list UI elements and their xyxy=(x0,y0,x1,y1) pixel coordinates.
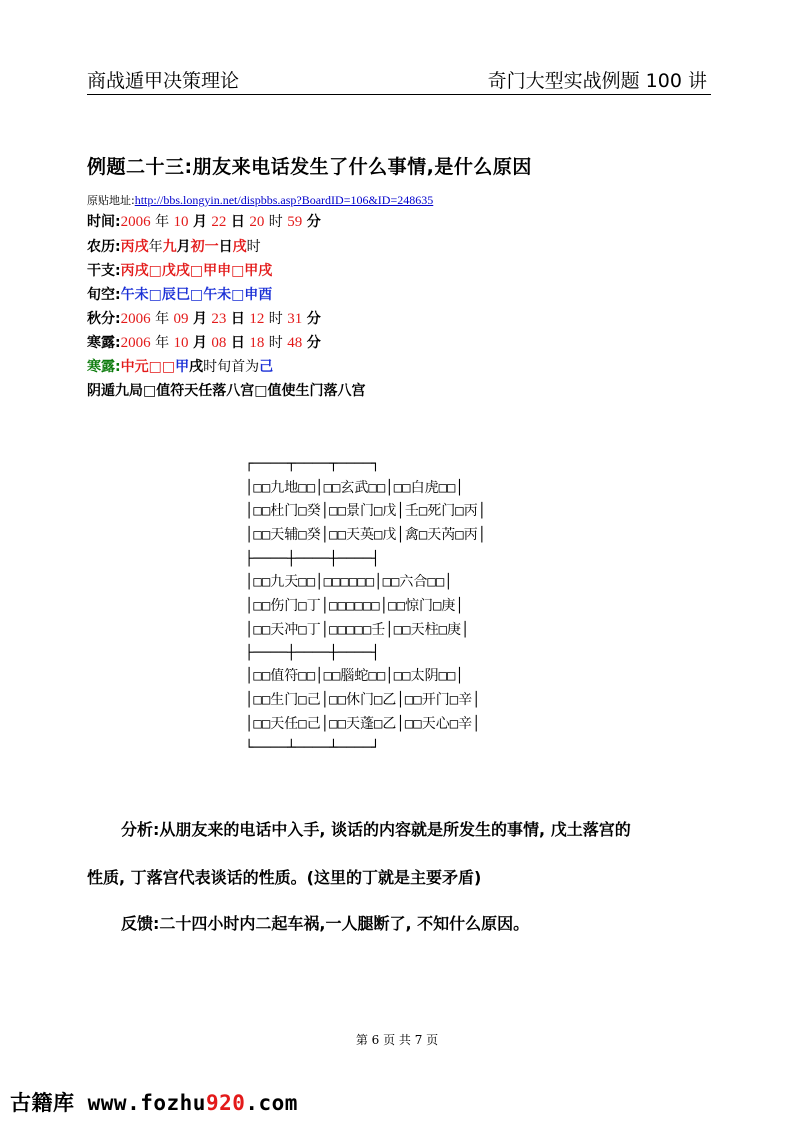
xunshou-xu: 戌 xyxy=(189,359,204,375)
page-number: 第 6 页 共 7 页 xyxy=(355,1033,439,1047)
grid-line: ├────┼────┼────┤ xyxy=(245,551,380,567)
time-year: 2006 xyxy=(120,214,151,230)
xunshou-ji: 己 xyxy=(259,359,274,375)
time-label: 时间: xyxy=(87,214,121,230)
grid-line: │□□九地□□│□□玄武□□│□□白虎□□│ xyxy=(245,480,464,496)
lunar-month: 九 xyxy=(162,239,177,255)
qiufen-unit-minute: 分 xyxy=(306,311,321,327)
hanlu-hour: 18 xyxy=(249,335,265,351)
qiufen-line xyxy=(87,310,321,328)
hanlu-unit-minute: 分 xyxy=(306,335,321,351)
qiufen-minute: 31 xyxy=(287,311,303,327)
ju-line: 阴遁九局□值符天任落八宫□值使生门落八宫 xyxy=(87,383,366,399)
grid-line: │□□天辅□癸│□□天英□戊│禽□天芮□丙│ xyxy=(245,527,487,543)
hanlu-minute: 48 xyxy=(287,335,303,351)
qiufen-unit-month: 月 xyxy=(192,311,207,327)
qiufen-month: 09 xyxy=(173,311,189,327)
page-title: 例题二十三:朋友来电话发生了什么事情,是什么原因 xyxy=(87,156,532,178)
xunshou-jia: 甲 xyxy=(175,359,190,375)
watermark-prefix: 古籍库 www.fozhu xyxy=(10,1091,206,1115)
time-line xyxy=(87,213,321,231)
time-month: 10 xyxy=(173,214,189,230)
hanlu-line xyxy=(87,334,321,352)
lunar-unit-year: 年 xyxy=(148,239,163,255)
hanlu-unit-hour: 时 xyxy=(268,335,283,351)
lunar-year-gz: 丙戌 xyxy=(120,239,149,255)
hanlu-label: 寒露: xyxy=(87,335,121,351)
hanlu-month: 10 xyxy=(173,335,189,351)
unit-day: 日 xyxy=(230,214,245,230)
qiufen-hour: 12 xyxy=(249,311,265,327)
ganzhi-value: 丙戌□戊戌□甲申□甲戌 xyxy=(120,263,273,279)
unit-hour: 时 xyxy=(268,214,283,230)
header-right: 奇门大型实战例题 100 讲 xyxy=(487,70,707,92)
ganzhi-line xyxy=(87,262,272,280)
hanlu-yuan: 中元□□ xyxy=(120,359,176,375)
qiufen-unit-hour: 时 xyxy=(268,311,283,327)
feedback-line: 反馈:二十四小时内二起车祸,一人腿断了, 不知什么原因。 xyxy=(121,914,530,933)
source-line xyxy=(87,192,433,208)
grid-line: │□□伤门□丁│□□□□□□│□□惊门□庚│ xyxy=(245,598,464,614)
grid-line: │□□杜门□癸│□□景门□戊│壬□死门□丙│ xyxy=(245,503,487,519)
time-hour: 20 xyxy=(249,214,265,230)
grid-line: │□□生门□己│□□休门□乙│□□开门□辛│ xyxy=(245,692,481,708)
grid-line: │□□天任□己│□□天蓬□乙│□□天心□辛│ xyxy=(245,716,481,732)
lunar-day: 初一 xyxy=(190,239,219,255)
xunkong-line xyxy=(87,286,272,304)
page-header xyxy=(87,66,711,95)
analysis-line-1: 分析:从朋友来的电话中入手, 谈话的内容就是所发生的事情, 戊土落宫的 xyxy=(121,820,631,839)
grid-line: │□□九天□□│□□□□□□│□□六合□□│ xyxy=(245,574,453,590)
grid-line: │□□天冲□丁│□□□□□壬│□□天柱□庚│ xyxy=(245,622,470,638)
lunar-unit-month: 月 xyxy=(176,239,191,255)
time-minute: 59 xyxy=(287,214,303,230)
watermark-suffix: .com xyxy=(245,1091,298,1115)
hanlu-unit-year: 年 xyxy=(155,335,170,351)
hanlu-unit-month: 月 xyxy=(192,335,207,351)
lunar-label: 农历: xyxy=(87,239,121,255)
xunshou-text: 时旬首为 xyxy=(203,359,260,375)
source-label: 原贴地址: xyxy=(87,194,135,207)
hanlu-day: 08 xyxy=(211,335,227,351)
qiufen-day: 23 xyxy=(211,311,227,327)
grid-line: │□□值符□□│□□腦蛇□□│□□太阴□□│ xyxy=(245,668,464,684)
hanlu-year: 2006 xyxy=(120,335,151,351)
qiufen-unit-day: 日 xyxy=(230,311,245,327)
xunkong-label: 旬空: xyxy=(87,287,121,303)
time-day: 22 xyxy=(211,214,227,230)
grid-line: └────┴────┴────┘ xyxy=(245,740,380,756)
hanlu-yuan-label: 寒露: xyxy=(87,359,121,375)
grid-line: ┌────┬────┬────┐ xyxy=(245,456,380,472)
analysis-line-2: 性质, 丁落宫代表谈话的性质。(这里的丁就是主要矛盾) xyxy=(87,868,482,887)
qiufen-label: 秋分: xyxy=(87,311,121,327)
hanlu-unit-day: 日 xyxy=(230,335,245,351)
lunar-unit-hour: 时 xyxy=(246,239,261,255)
header-left: 商战遁甲决策理论 xyxy=(87,70,240,92)
hanlu-yuan-line xyxy=(87,358,273,376)
watermark-number: 920 xyxy=(205,1091,246,1115)
qiufen-year: 2006 xyxy=(120,311,151,327)
unit-year: 年 xyxy=(155,214,170,230)
grid-line: ├────┼────┼────┤ xyxy=(245,645,380,661)
lunar-hour: 戌 xyxy=(232,239,247,255)
xunkong-value: 午未□辰巳□午未□申酉 xyxy=(120,287,273,303)
lunar-unit-day: 日 xyxy=(218,239,233,255)
unit-month: 月 xyxy=(192,214,207,230)
qiufen-unit-year: 年 xyxy=(155,311,170,327)
watermark xyxy=(10,1087,298,1117)
lunar-line xyxy=(87,238,261,256)
unit-minute: 分 xyxy=(306,214,321,230)
source-link[interactable]: http://bbs.longyin.net/dispbbs.asp?BoardID=106&ID=248635 xyxy=(134,193,434,207)
ganzhi-label: 干支: xyxy=(87,263,121,279)
